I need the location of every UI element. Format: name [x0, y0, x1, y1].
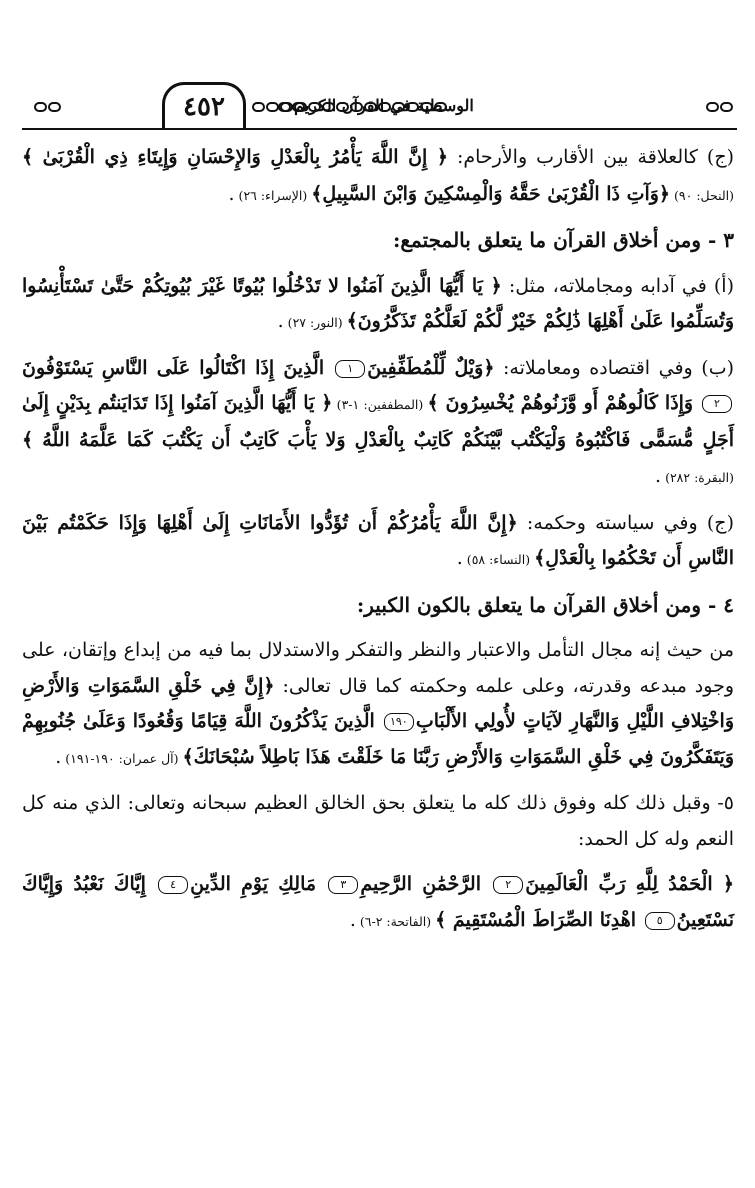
quran-verse: ﴿وَآتِ ذَا الْقُرْبَىٰ حَقَّهُ وَالْمِسْكِينَ وَابْنَ السَّبِيلِ﴾ [311, 182, 671, 205]
body-text [22, 140, 734, 949]
ayah-number-marker: ٢ [702, 395, 732, 413]
paragraph-text: . [456, 547, 463, 569]
paragraph-text: . [55, 745, 62, 768]
quran-verse: اهْدِنَا الصِّرَاطَ الْمُسْتَقِيمَ ﴾ [435, 908, 643, 931]
verse-reference: (النحل: ٩٠) [670, 187, 734, 203]
quran-verse: إِيَّاكَ نَعْبُدُ وَإِيَّاكَ نَسْتَعِينُ [22, 873, 734, 931]
ayah-number-marker: ١ [335, 360, 365, 378]
quran-verse: ﴿إِنَّ اللَّهَ يَأْمُرُكُمْ أَن تُؤَدُّوا الأَمَانَاتِ إِلَىٰ أَهْلِهَا وَإِذَا حَكَمْتُم بَيْنَ النَّاسِ أَن تَحْكُمُوا بِالْعَدْلِ﴾ [22, 511, 734, 569]
header-rule [22, 128, 737, 130]
verse-reference: (النور: ٢٧) [283, 315, 347, 330]
quran-verse: ﴿إِنَّ فِي خَلْقِ السَّمَوَاتِ وَالأَرْضِ وَاخْتِلافِ اللَّيْلِ وَالنَّهَارِ لآيَاتٍ لأُولِي الأَلْبَابِ [22, 674, 735, 732]
ayah-number-marker: ٣ [328, 876, 358, 894]
ayah-number-marker: ٥ [645, 912, 675, 930]
paragraph-text: (أ) في آدابه ومجاملاته، مثل: [501, 274, 734, 297]
running-title: الوسطية في القرآن الكريم [294, 96, 474, 115]
paragraph [22, 786, 734, 857]
paragraph [22, 269, 734, 341]
paragraph-text: . [228, 182, 235, 205]
section-heading: ٤ - ومن أخلاق القرآن ما يتعلق بالكون الكبير: [356, 592, 734, 617]
paragraph-text: (ج) كالعلاقة بين الأقارب والأرحام: [448, 146, 735, 168]
paragraph-text: . [655, 465, 662, 487]
quran-verse: ﴿ يَا أَيُّهَا الَّذِينَ آمَنُوا إِذَا تَدَايَنتُم بِدَيْنٍ إِلَىٰ أَجَلٍ مُّسَمًّى فَاكْتُبُوهُ وَلْيَكْتُب بَّيْنَكُمْ كَاتِبٌ بِالْعَدْلِ وَلا يَأْبَ كَاتِبٌ أَن يَكْتُبَ كَمَا عَلَّمَهُ اللَّهُ ﴾ [22, 392, 734, 451]
quran-verse: وَإِذَا كَالُوهُمْ أَو وَّزَنُوهُمْ يُخْسِرُونَ ﴾ [427, 392, 701, 414]
paragraph-text: من حيث إنه مجال التأمل والاعتبار والنظر والتفكر والاستدلال بما فيه من إبداع وإتقان، على وجود مبدعه وقدرته، وعلى علمه وحكمته كما قال تعالى: [22, 639, 734, 697]
quran-verse: مَالِكِ يَوْمِ الدِّينِ [190, 873, 327, 895]
quran-verse: الرَّحْمَٰنِ الرَّحِيمِ [360, 873, 492, 895]
quran-verse: ﴿ الْحَمْدُ لِلَّهِ رَبِّ الْعَالَمِينَ [525, 873, 734, 895]
paragraph-text: (ب) وفي اقتصاده ومعاملاته: [494, 356, 734, 379]
paragraph [22, 633, 734, 776]
header-ornament-right [706, 102, 733, 116]
paragraph [22, 506, 734, 578]
verse-reference: (المطففين: ١-٣) [332, 397, 428, 412]
page-number: ٤٥٢ [162, 82, 246, 129]
verse-reference: (آل عمران: ١٩٠-١٩١) [61, 750, 183, 766]
ayah-number-marker: ٢ [493, 876, 523, 894]
ayah-number-marker: ١٩٠ [384, 713, 414, 731]
quran-verse: الَّذِينَ يَذْكُرُونَ اللَّهَ قِيَامًا وَقُعُودًا وَعَلَىٰ جُنُوبِهِمْ وَيَتَفَكَّرُونَ فِي خَلْقِ السَّمَوَاتِ وَالأَرْضِ رَبَّنَا مَا خَلَقْتَ هَذَا بَاطِلاً سُبْحَانَكَ﴾ [22, 710, 734, 768]
verse-reference: (الإسراء: ٢٦) [234, 187, 312, 203]
header-ornament-left [34, 102, 61, 116]
quran-verse: الَّذِينَ إِذَا اكْتَالُوا عَلَى النَّاسِ يَسْتَوْفُونَ [22, 356, 334, 379]
verse-reference: (النساء: ٥٨) [462, 552, 535, 567]
paragraph [22, 140, 734, 213]
ayah-number-marker: ٤ [158, 876, 188, 894]
quran-verse: ﴿ إِنَّ اللَّهَ يَأْمُرُ بِالْعَدْلِ وَالإِحْسَانِ وَإِيتَاءِ ذِي الْقُرْبَىٰ ﴾ [22, 146, 448, 168]
paragraph-text: . [277, 310, 284, 332]
paragraph-text: (ج) وفي سياسته وحكمه: [517, 511, 734, 534]
quran-verse: ﴿ يَا أَيُّهَا الَّذِينَ آمَنُوا لا تَدْخُلُوا بُيُوتًا غَيْرَ بُيُوتِكُمْ حَتَّىٰ تَسْتَأْنِسُوا وَتُسَلِّمُوا عَلَىٰ أَهْلِهَا ذَٰلِكُمْ خَيْرٌ لَّكُمْ لَعَلَّكُمْ تَذَكَّرُونَ﴾ [22, 274, 734, 332]
paragraph [22, 351, 734, 496]
verse-reference: (البقرة: ٢٨٢) [661, 470, 734, 485]
header-ornament-middle [252, 102, 447, 116]
section-heading: ٣ - ومن أخلاق القرآن ما يتعلق بالمجتمع: [392, 228, 734, 252]
quran-verse: ﴿وَيْلٌ لِّلْمُطَفِّفِينَ [367, 356, 495, 379]
paragraph-text: . [349, 908, 356, 931]
page-header [22, 82, 737, 130]
paragraph-text: ٥- وقبل ذلك كله وفوق ذلك كله ما يتعلق بحق الخالق العظيم سبحانه وتعالى: الذي منه كل النعم وله كل الحمد: [22, 792, 734, 850]
verse-reference: (الفاتحة: ٢-٦) [355, 913, 436, 929]
paragraph [22, 867, 734, 939]
